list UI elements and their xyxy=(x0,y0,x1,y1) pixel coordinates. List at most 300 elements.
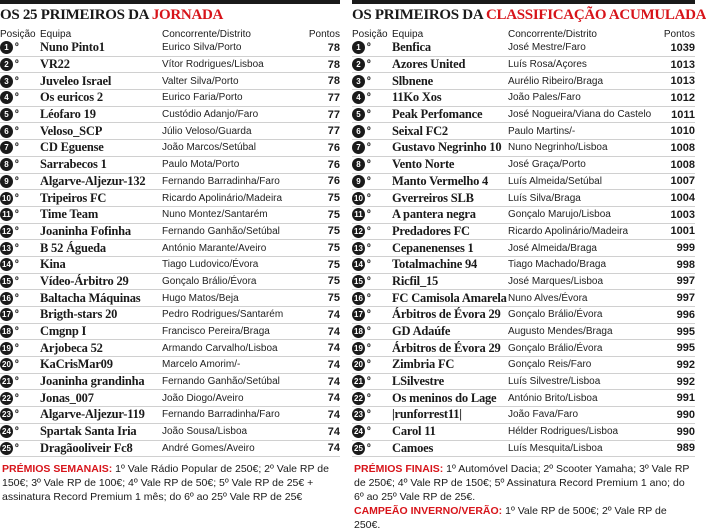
table-row xyxy=(0,357,340,374)
position-cell: 3 º xyxy=(352,75,392,88)
position-badge: 8 xyxy=(0,158,13,171)
points: 74 xyxy=(327,392,340,405)
team-name: Kina xyxy=(40,257,66,272)
contestant-district: Gonçalo Brálio/Évora xyxy=(508,309,603,321)
position-cell: 12 º xyxy=(0,225,40,238)
contestant-district: Luís Silva/Braga xyxy=(508,192,581,204)
position-badge: 19 xyxy=(0,342,13,355)
weekly-table-header: Posição Equipa Concorrente/Distrito Pontos xyxy=(0,29,340,40)
position-badge: 14 xyxy=(0,258,13,271)
position-badge: 11 xyxy=(0,208,13,221)
contestant-district: Nuno Montez/Santarém xyxy=(162,209,268,221)
contestant-district: José Nogueira/Viana do Castelo xyxy=(508,109,652,121)
contestant-district: João Pales/Faro xyxy=(508,92,581,104)
points: 77 xyxy=(327,125,340,138)
team-name: |runforrest11| xyxy=(392,407,462,422)
contestant-district: Francisco Pereira/Braga xyxy=(162,326,270,338)
points: 76 xyxy=(327,158,340,171)
contestant-district: António Marante/Aveiro xyxy=(162,242,267,254)
team-name: Sarrabecos 1 xyxy=(40,157,107,172)
weekly-ranking-panel xyxy=(0,0,340,457)
points: 1007 xyxy=(670,175,695,188)
position-cell: 23 º xyxy=(352,408,392,421)
position-cell: 25 º xyxy=(0,442,40,455)
contestant-district: Aurélio Ribeiro/Braga xyxy=(508,75,604,87)
position-cell: 13 º xyxy=(0,242,40,255)
position-badge: 5 xyxy=(352,108,365,121)
position-badge: 13 xyxy=(352,242,365,255)
position-badge: 25 xyxy=(352,442,365,455)
team-name: A pantera negra xyxy=(392,207,476,222)
points: 997 xyxy=(676,292,695,305)
team-name: Ricfil_15 xyxy=(392,273,439,288)
points: 990 xyxy=(676,425,695,438)
contestant-district: Gonçalo Marujo/Lisboa xyxy=(508,209,611,221)
team-name: LSilvestre xyxy=(392,374,444,389)
team-name: Algarve-Aljezur-119 xyxy=(40,407,145,422)
position-cell: 25 º xyxy=(352,442,392,455)
table-row xyxy=(0,123,340,140)
points: 990 xyxy=(676,408,695,421)
contestant-district: João Fava/Faro xyxy=(508,409,579,421)
position-cell: 4 º xyxy=(352,91,392,104)
table-row xyxy=(352,140,695,157)
position-cell: 1 º xyxy=(352,41,392,54)
position-badge: 12 xyxy=(352,225,365,238)
table-row xyxy=(0,174,340,191)
position-cell: 5 º xyxy=(352,108,392,121)
position-cell: 12 º xyxy=(352,225,392,238)
table-row xyxy=(352,224,695,241)
team-name: VR22 xyxy=(40,57,70,72)
position-badge: 9 xyxy=(352,175,365,188)
position-cell: 2 º xyxy=(0,58,40,71)
position-cell: 16 º xyxy=(0,292,40,305)
team-name: Cmgnp I xyxy=(40,324,87,339)
weekly-ranking-title: OS 25 PRIMEIROS DA JORNADA xyxy=(0,0,340,26)
contestant-district: Vítor Rodrigues/Lisboa xyxy=(162,59,264,71)
table-row xyxy=(0,107,340,124)
position-cell: 15 º xyxy=(352,275,392,288)
contestant-district: Custódio Adanjo/Faro xyxy=(162,109,259,121)
table-row xyxy=(352,73,695,90)
contestant-district: Pedro Rodrigues/Santarém xyxy=(162,309,284,321)
team-name: Predadores FC xyxy=(392,223,470,238)
position-badge: 15 xyxy=(352,275,365,288)
contestant-district: Júlio Veloso/Guarda xyxy=(162,125,252,137)
table-row xyxy=(352,174,695,191)
position-cell: 7 º xyxy=(352,141,392,154)
position-cell: 18 º xyxy=(352,325,392,338)
points: 75 xyxy=(327,242,340,255)
table-row xyxy=(352,307,695,324)
team-name: Azores United xyxy=(392,57,466,72)
points: 77 xyxy=(327,91,340,104)
table-row xyxy=(352,340,695,357)
position-badge: 12 xyxy=(0,225,13,238)
points: 999 xyxy=(676,242,695,255)
team-name: Brigth-stars 20 xyxy=(40,307,118,322)
points: 992 xyxy=(676,375,695,388)
table-row xyxy=(0,190,340,207)
points: 74 xyxy=(327,442,340,455)
points: 1008 xyxy=(670,158,695,171)
position-badge: 2 xyxy=(352,58,365,71)
table-row xyxy=(352,57,695,74)
position-cell: 21 º xyxy=(0,375,40,388)
contestant-district: Paulo Mota/Porto xyxy=(162,159,240,171)
points: 75 xyxy=(327,192,340,205)
position-cell: 20 º xyxy=(352,358,392,371)
points: 995 xyxy=(676,325,695,338)
table-row xyxy=(0,207,340,224)
contestant-district: Luís Rosa/Açores xyxy=(508,59,587,71)
team-name: Slbnene xyxy=(392,73,433,88)
team-name: GD Adaúfe xyxy=(392,324,451,339)
team-name: Peak Perfomance xyxy=(392,107,483,122)
position-cell: 18 º xyxy=(0,325,40,338)
position-cell: 8 º xyxy=(352,158,392,171)
position-badge: 3 xyxy=(0,75,13,88)
contestant-district: Fernando Ganhão/Setúbal xyxy=(162,225,280,237)
table-row xyxy=(0,140,340,157)
table-row xyxy=(0,240,340,257)
position-badge: 18 xyxy=(0,325,13,338)
points: 1039 xyxy=(670,41,695,54)
contestant-district: João Diogo/Aveiro xyxy=(162,392,244,404)
points: 76 xyxy=(327,141,340,154)
position-cell: 24 º xyxy=(0,425,40,438)
contestant-district: Hélder Rodrigues/Lisboa xyxy=(508,426,619,438)
team-name: Cepanenenses 1 xyxy=(392,240,474,255)
contestant-district: Luís Mesquita/Lisboa xyxy=(508,442,603,454)
position-cell: 5 º xyxy=(0,108,40,121)
table-row xyxy=(352,274,695,291)
contestant-district: Fernando Barradinha/Faro xyxy=(162,409,280,421)
position-badge: 18 xyxy=(352,325,365,338)
points: 74 xyxy=(327,425,340,438)
position-badge: 22 xyxy=(352,392,365,405)
table-row xyxy=(0,340,340,357)
team-name: Vento Norte xyxy=(392,157,455,172)
team-name: Árbitros de Évora 29 xyxy=(392,307,501,322)
team-name: Zimbria FC xyxy=(392,357,455,372)
position-badge: 24 xyxy=(0,425,13,438)
team-name: Totalmachine 94 xyxy=(392,257,478,272)
contestant-district: Eurico Faria/Porto xyxy=(162,92,243,104)
points: 1003 xyxy=(670,208,695,221)
points: 74 xyxy=(327,375,340,388)
points: 1011 xyxy=(671,108,695,121)
position-cell: 1 º xyxy=(0,41,40,54)
table-row xyxy=(0,90,340,107)
position-badge: 7 xyxy=(352,141,365,154)
team-name: Carol 11 xyxy=(392,424,436,439)
position-cell: 16 º xyxy=(352,292,392,305)
position-badge: 6 xyxy=(352,125,365,138)
position-cell: 19 º xyxy=(0,342,40,355)
position-cell: 17 º xyxy=(0,308,40,321)
points: 1010 xyxy=(670,125,695,138)
position-badge: 16 xyxy=(0,292,13,305)
position-cell: 23 º xyxy=(0,408,40,421)
contestant-district: Paulo Martins/- xyxy=(508,125,576,137)
points: 78 xyxy=(327,41,340,54)
team-name: Spartak Santa Iria xyxy=(40,424,137,439)
position-cell: 24 º xyxy=(352,425,392,438)
team-name: Arjobeca 52 xyxy=(40,340,103,355)
position-badge: 4 xyxy=(352,91,365,104)
position-badge: 10 xyxy=(0,192,13,205)
contestant-district: Fernando Barradinha/Faro xyxy=(162,175,280,187)
points: 991 xyxy=(676,392,695,405)
position-badge: 11 xyxy=(352,208,365,221)
contestant-district: Valter Silva/Porto xyxy=(162,75,239,87)
contestant-district: Ricardo Apolinário/Madeira xyxy=(508,225,629,237)
position-cell: 14 º xyxy=(352,258,392,271)
position-badge: 15 xyxy=(0,275,13,288)
position-cell: 7 º xyxy=(0,141,40,154)
table-row xyxy=(352,407,695,424)
table-row xyxy=(352,374,695,391)
table-row xyxy=(0,224,340,241)
contestant-district: Gonçalo Brálio/Évora xyxy=(162,275,257,287)
contestant-district: Gonçalo Brálio/Évora xyxy=(508,342,603,354)
team-name: Os euricos 2 xyxy=(40,90,103,105)
team-name: Jonas_007 xyxy=(40,390,94,405)
position-badge: 16 xyxy=(352,292,365,305)
table-row xyxy=(352,357,695,374)
contestant-district: Nuno Alves/Évora xyxy=(508,292,588,304)
table-row xyxy=(352,240,695,257)
position-cell: 15 º xyxy=(0,275,40,288)
points: 75 xyxy=(327,275,340,288)
contestant-district: Marcelo Amorim/- xyxy=(162,359,241,371)
team-name: Tripeiros FC xyxy=(40,190,107,205)
team-name: Léofaro 19 xyxy=(40,107,96,122)
table-row xyxy=(352,207,695,224)
table-row xyxy=(0,290,340,307)
team-name: Manto Vermelho 4 xyxy=(392,173,489,188)
position-badge: 5 xyxy=(0,108,13,121)
position-badge: 23 xyxy=(0,408,13,421)
table-row xyxy=(352,90,695,107)
weekly-prizes: PRÉMIOS SEMANAIS: 1º Vale Rádio Popular de 250€; 2º Vale RP de 150€; 3º Vale RP de 100€; 4º Vale RP de 50€; 5º Vale RP de 25€ + assinatura Record Premium 1 mês; do 6º ao 25º Vale RP de 25€ xyxy=(2,463,329,503)
position-badge: 8 xyxy=(352,158,365,171)
points: 1008 xyxy=(670,141,695,154)
points: 75 xyxy=(327,208,340,221)
team-name: KaCrisMar09 xyxy=(40,357,113,372)
final-prizes: PRÉMIOS FINAIS: 1º Automóvel Dacia; 2º Scooter Yamaha; 3º Vale RP de 250€; 4º Vale RP de 150€; 5º Assinatura Record Premium 1 ano; do 6º ao 25º Vale RP de 25€. CAMPEÃO INVERNO/VERÃO: 1º Vale RP de 500€; 2º Vale RP de 250€. xyxy=(354,463,690,531)
position-cell: 11 º xyxy=(0,208,40,221)
team-name: Juveleo Israel xyxy=(40,73,112,88)
points: 992 xyxy=(676,358,695,371)
table-row xyxy=(0,73,340,90)
table-row xyxy=(0,407,340,424)
position-badge: 3 xyxy=(352,75,365,88)
position-cell: 6 º xyxy=(0,125,40,138)
contestant-district: Tiago Machado/Braga xyxy=(508,259,607,271)
position-cell: 14 º xyxy=(0,258,40,271)
contestant-district: André Gomes/Aveiro xyxy=(162,442,255,454)
position-cell: 11 º xyxy=(352,208,392,221)
position-badge: 7 xyxy=(0,141,13,154)
points: 74 xyxy=(327,342,340,355)
points: 1012 xyxy=(670,91,695,104)
position-badge: 17 xyxy=(352,308,365,321)
contestant-district: José Graça/Porto xyxy=(508,159,586,171)
table-row xyxy=(352,324,695,341)
team-name: Gustavo Negrinho 10 xyxy=(392,140,502,155)
position-badge: 17 xyxy=(0,308,13,321)
contestant-district: João Marcos/Setúbal xyxy=(162,142,256,154)
table-row xyxy=(0,157,340,174)
points: 1013 xyxy=(670,58,695,71)
team-name: Dragãooliveir Fc8 xyxy=(40,440,133,455)
table-row xyxy=(352,424,695,441)
position-badge: 20 xyxy=(0,358,13,371)
position-badge: 9 xyxy=(0,175,13,188)
table-row xyxy=(0,257,340,274)
points: 74 xyxy=(327,358,340,371)
team-name: Os meninos do Lage xyxy=(392,390,497,405)
contestant-district: Ricardo Apolinário/Madeira xyxy=(162,192,283,204)
position-badge: 10 xyxy=(352,192,365,205)
contestant-district: Hugo Matos/Beja xyxy=(162,292,239,304)
position-cell: 10 º xyxy=(352,192,392,205)
team-name: Benfica xyxy=(392,40,431,55)
position-cell: 3 º xyxy=(0,75,40,88)
position-badge: 24 xyxy=(352,425,365,438)
table-row xyxy=(0,57,340,74)
points: 997 xyxy=(676,275,695,288)
contestant-district: José Mestre/Faro xyxy=(508,42,586,54)
contestant-district: Nuno Negrinho/Lisboa xyxy=(508,142,608,154)
position-cell: 10 º xyxy=(0,192,40,205)
contestant-district: António Brito/Lisboa xyxy=(508,392,598,404)
points: 998 xyxy=(676,258,695,271)
table-row xyxy=(352,40,695,57)
contestant-district: Eurico Silva/Porto xyxy=(162,42,242,54)
points: 75 xyxy=(327,258,340,271)
position-cell: 2 º xyxy=(352,58,392,71)
team-name: Vídeo-Árbitro 29 xyxy=(40,273,129,288)
position-badge: 19 xyxy=(352,342,365,355)
team-name: Camoes xyxy=(392,440,434,455)
contestant-district: Tiago Ludovico/Évora xyxy=(162,259,259,271)
table-row xyxy=(0,374,340,391)
table-row xyxy=(352,107,695,124)
position-cell: 4 º xyxy=(0,91,40,104)
points: 1004 xyxy=(670,192,695,205)
points: 989 xyxy=(676,442,695,455)
team-name: Time Team xyxy=(40,207,99,222)
points: 995 xyxy=(676,342,695,355)
points: 75 xyxy=(327,292,340,305)
table-row xyxy=(0,324,340,341)
table-row xyxy=(0,390,340,407)
contestant-district: Augusto Mendes/Braga xyxy=(508,326,613,338)
position-cell: 6 º xyxy=(352,125,392,138)
contestant-district: Armando Carvalho/Lisboa xyxy=(162,342,278,354)
points: 75 xyxy=(327,225,340,238)
contestant-district: Gonçalo Reis/Faro xyxy=(508,359,592,371)
team-name: Gverreiros SLB xyxy=(392,190,474,205)
position-cell: 8 º xyxy=(0,158,40,171)
position-badge: 4 xyxy=(0,91,13,104)
team-name: Algarve-Aljezur-132 xyxy=(40,173,146,188)
contestant-district: Fernando Ganhão/Setúbal xyxy=(162,376,280,388)
position-badge: 22 xyxy=(0,392,13,405)
position-cell: 19 º xyxy=(352,342,392,355)
points: 1001 xyxy=(670,225,695,238)
table-row xyxy=(352,257,695,274)
points: 78 xyxy=(327,58,340,71)
team-name: Seixal FC2 xyxy=(392,123,448,138)
position-cell: 9 º xyxy=(352,175,392,188)
points: 76 xyxy=(327,175,340,188)
position-cell: 22 º xyxy=(352,392,392,405)
position-cell: 17 º xyxy=(352,308,392,321)
contestant-district: Luís Silvestre/Lisboa xyxy=(508,376,601,388)
team-name: 11Ko Xos xyxy=(392,90,442,105)
points: 74 xyxy=(327,325,340,338)
cumulative-table-body xyxy=(352,40,695,457)
position-badge: 23 xyxy=(352,408,365,421)
team-name: FC Camisola Amarela xyxy=(392,290,507,305)
points: 74 xyxy=(327,308,340,321)
points: 1013 xyxy=(670,75,695,88)
team-name: Nuno Pinto1 xyxy=(40,40,105,55)
position-badge: 20 xyxy=(352,358,365,371)
position-cell: 13 º xyxy=(352,242,392,255)
team-name: CD Eguense xyxy=(40,140,104,155)
contestant-district: José Almeida/Braga xyxy=(508,242,597,254)
contestant-district: José Marques/Lisboa xyxy=(508,275,604,287)
table-row xyxy=(352,441,695,458)
team-name: Veloso_SCP xyxy=(40,123,103,138)
position-badge: 13 xyxy=(0,242,13,255)
table-row xyxy=(0,424,340,441)
position-badge: 1 xyxy=(352,41,365,54)
points: 74 xyxy=(327,408,340,421)
table-row xyxy=(0,441,340,458)
table-row xyxy=(0,40,340,57)
position-badge: 25 xyxy=(0,442,13,455)
cumulative-ranking-title: OS PRIMEIROS DA CLASSIFICAÇÃO ACUMULADA xyxy=(352,0,695,26)
position-badge: 21 xyxy=(0,375,13,388)
position-badge: 21 xyxy=(352,375,365,388)
table-row xyxy=(352,157,695,174)
position-cell: 9 º xyxy=(0,175,40,188)
position-badge: 14 xyxy=(352,258,365,271)
points: 996 xyxy=(676,308,695,321)
weekly-table-body xyxy=(0,40,340,457)
team-name: Joaninha Fofinha xyxy=(40,223,131,238)
contestant-district: João Sousa/Lisboa xyxy=(162,426,248,438)
table-row xyxy=(352,123,695,140)
team-name: B 52 Águeda xyxy=(40,240,106,255)
points: 77 xyxy=(327,108,340,121)
position-cell: 21 º xyxy=(352,375,392,388)
position-badge: 2 xyxy=(0,58,13,71)
table-row xyxy=(0,274,340,291)
cumulative-table-header: Posição Equipa Concorrente/Distrito Pontos xyxy=(352,29,695,40)
contestant-district: Luís Almeida/Setúbal xyxy=(508,175,602,187)
table-row xyxy=(0,307,340,324)
team-name: Baltacha Máquinas xyxy=(40,290,141,305)
table-row xyxy=(352,290,695,307)
